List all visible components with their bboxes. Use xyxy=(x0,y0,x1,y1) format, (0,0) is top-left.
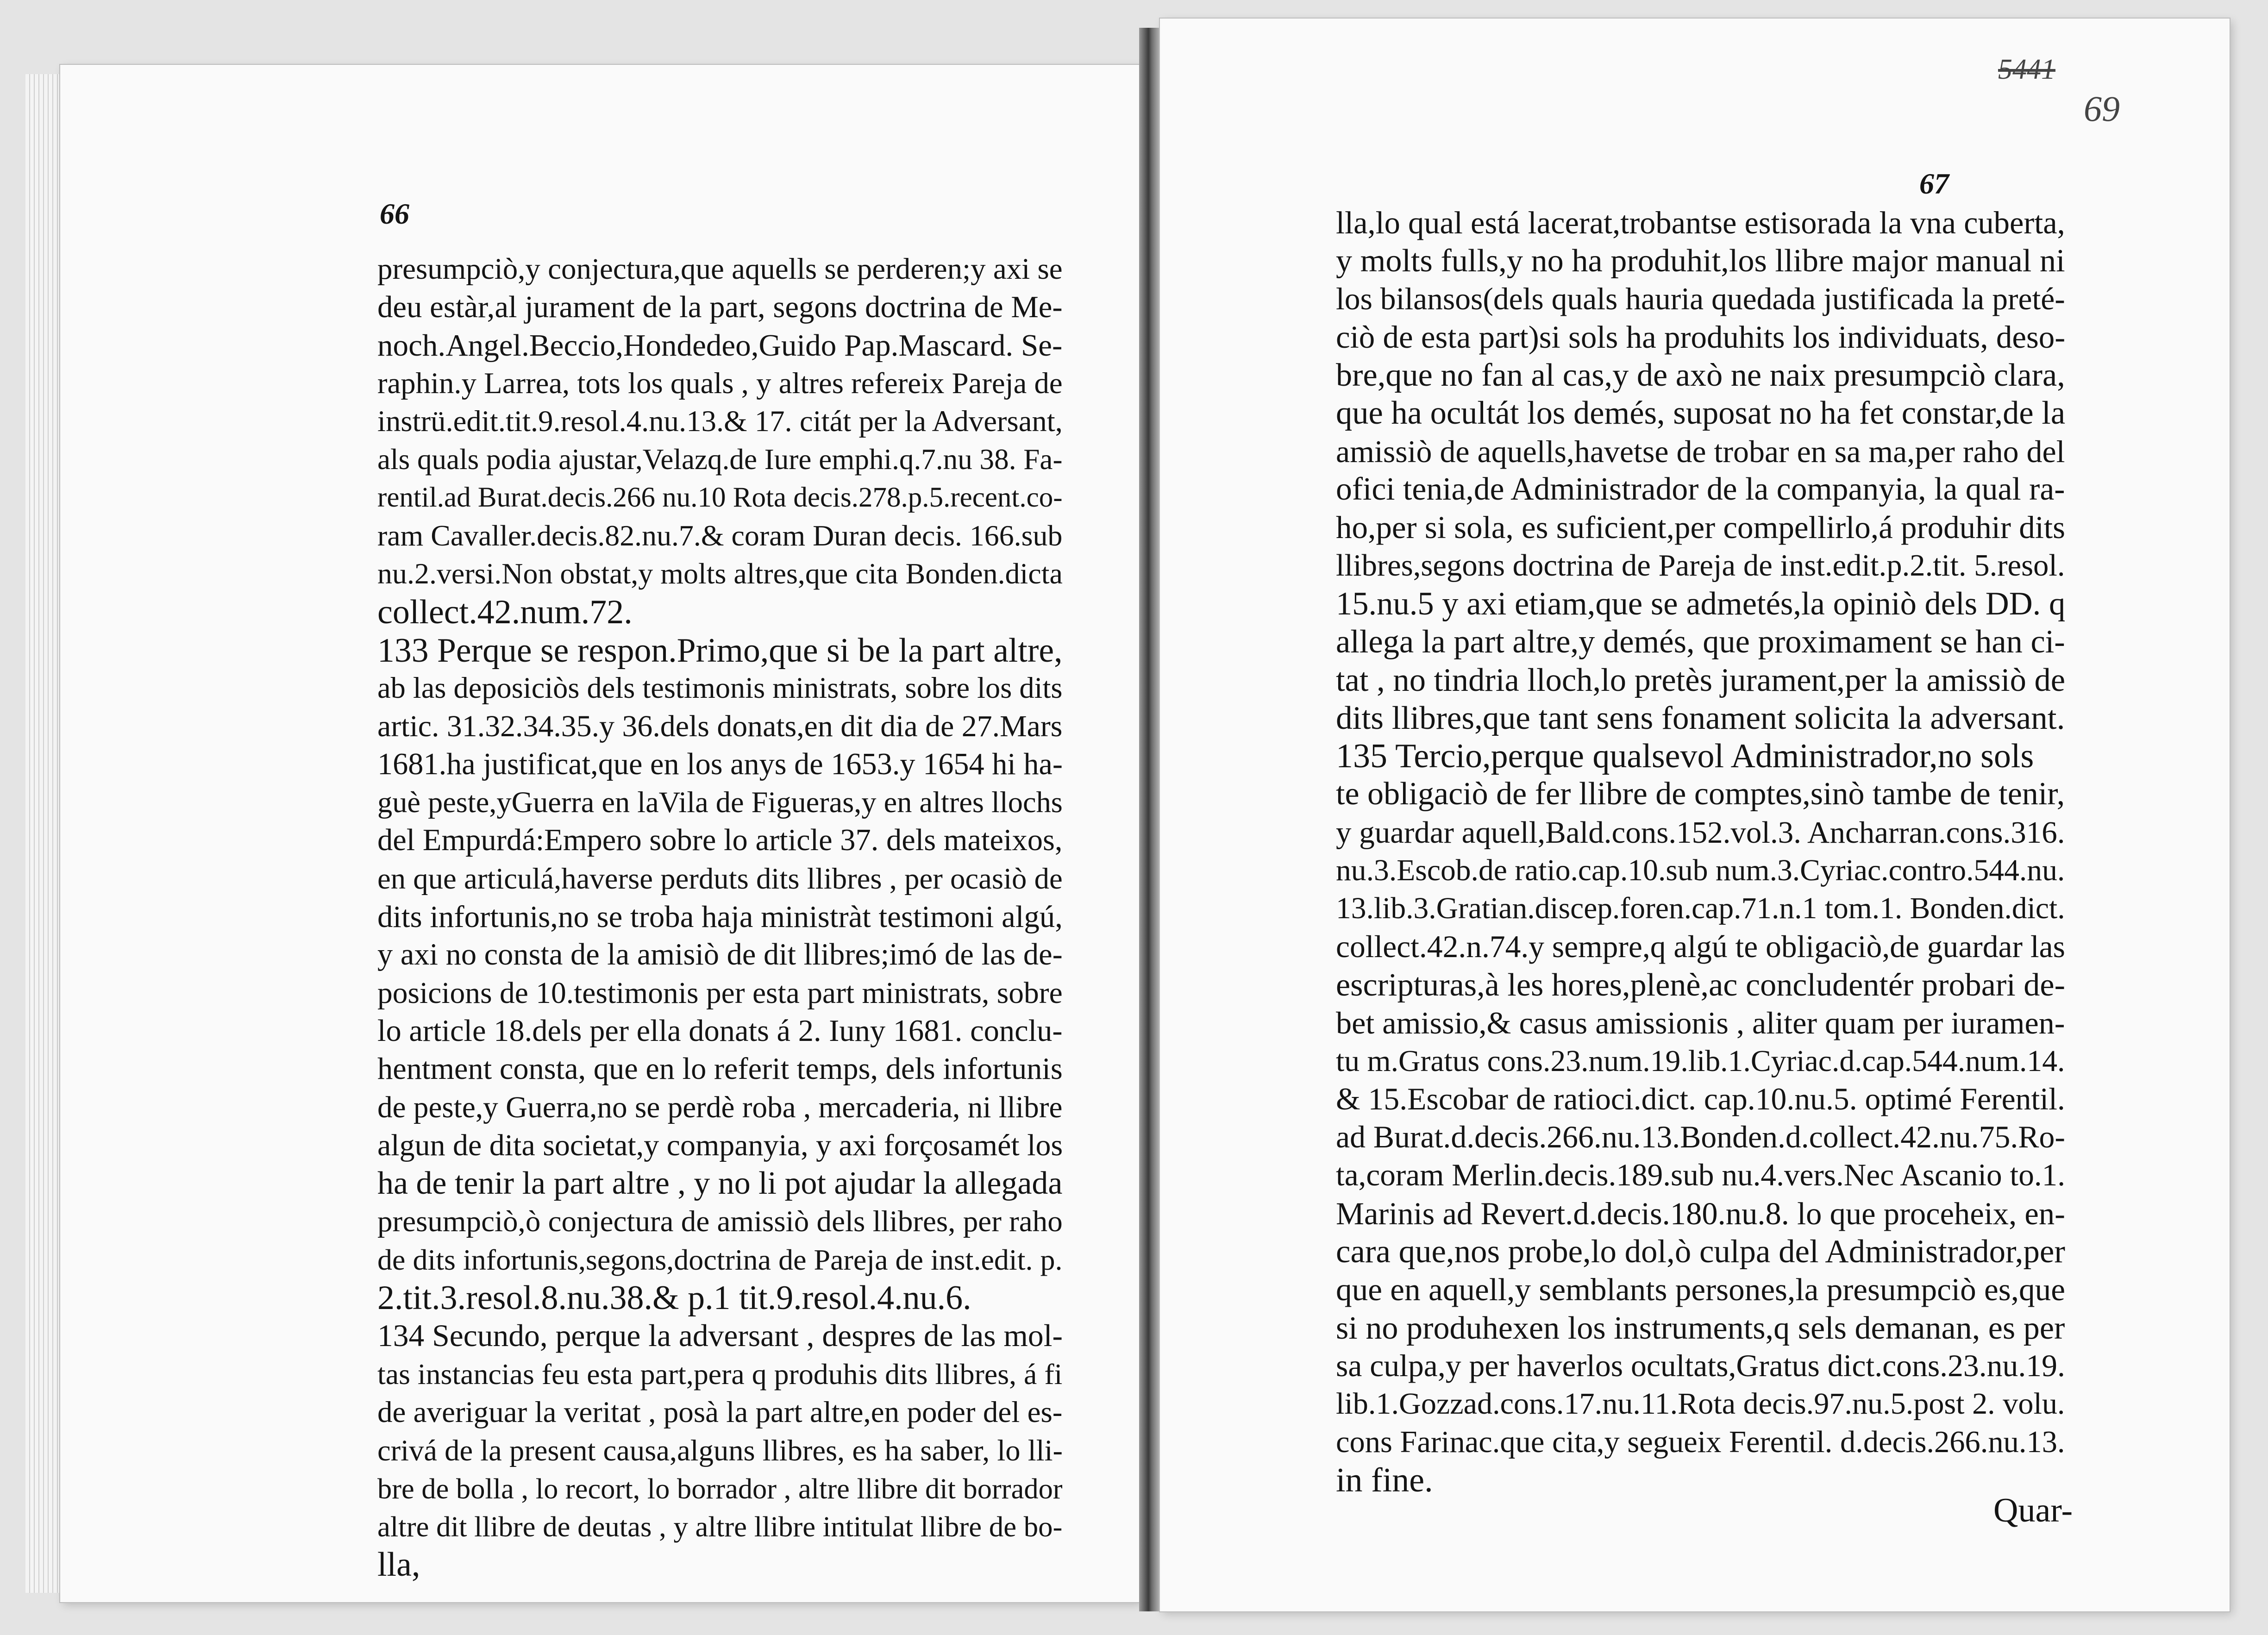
text-line: ho,per si sola, es suficient,per compellirlo,á produhir dits xyxy=(1336,509,2065,545)
text-line: artic. 31.32.34.35.y 36.dels donats,en dit dia de 27.Mars xyxy=(377,709,1063,743)
text-line: hentment consta, que en lo referit temps, dels infortunis xyxy=(377,1052,1063,1086)
text-line: 1681.ha justificat,que en los anys de 1653.y 1654 hi ha- xyxy=(377,747,1063,781)
text-line: tas instancias feu esta part,pera q produhis dits llibres, á fi xyxy=(377,1357,1063,1391)
text-line: de peste,y Guerra,no se perdè roba , mercaderia, ni llibre xyxy=(377,1090,1063,1124)
text-line: del Empurdá:Empero sobre lo article 37. dels mateixos, xyxy=(377,823,1063,858)
catchword: Quar- xyxy=(1993,1491,2073,1529)
text-line: sa culpa,y per haverlos ocultats,Gratus dict.cons.23.nu.19. xyxy=(1336,1348,2065,1383)
text-line: bre,que no fan al cas,y de axò ne naix presumpciò clara, xyxy=(1336,357,2065,394)
text-line: llibres,segons doctrina de Pareja de inst.edit.p.2.tit. 5.resol. xyxy=(1336,548,2065,583)
page-number-left: 66 xyxy=(380,197,409,230)
text-line: raphin.y Larrea, tots los quals , y altres refereix Pareja de xyxy=(377,366,1063,400)
text-line: 133 Perque se respon.Primo,que si be la part altre, xyxy=(377,631,1063,669)
text-line: rentil.ad Burat.decis.266 nu.10 Rota decis.278.p.5.recent.co- xyxy=(377,482,1063,513)
text-line: ta,coram Merlin.decis.189.sub nu.4.vers.Nec Ascanio to.1. xyxy=(1336,1158,2065,1193)
text-line: 15.nu.5 y axi etiam,que se admetés,la opiniò dels DD. q xyxy=(1336,585,2065,622)
text-line: als quals podia ajustar,Velazq.de Iure emphi.q.7.nu 38. Fa- xyxy=(377,443,1063,476)
text-line: 134 Secundo, perque la adversant , despres de las mol- xyxy=(377,1318,1063,1353)
text-line: ab las deposiciòs dels testimonis ministrats, sobre los dits xyxy=(377,671,1063,705)
text-line: bre de bolla , lo recort, lo borrador , altre llibre dit borrador xyxy=(377,1472,1063,1505)
text-line: lo article 18.dels per ella donats á 2. Iuny 1681. conclu- xyxy=(377,1014,1063,1048)
left-page xyxy=(60,65,1139,1602)
archive-mark-struck: 5441 xyxy=(1998,54,2055,85)
text-line: ciò de esta part)si sols ha produhits los individuats, deso- xyxy=(1336,319,2065,355)
text-line: posicions de 10.testimonis per esta part ministrats, sobre xyxy=(377,976,1063,1010)
text-line: ram Cavaller.decis.82.nu.7.& coram Duran decis. 166.sub xyxy=(377,519,1063,552)
text-line: amissiò de aquells,havetse de trobar en sa ma,per raho del xyxy=(1336,433,2065,469)
text-line: 13.lib.3.Gratian.discep.foren.cap.71.n.1 tom.1. Bonden.dict. xyxy=(1336,892,2065,926)
text-line: presumpciò,ò conjectura de amissiò dels llibres, per raho xyxy=(377,1205,1063,1239)
text-line: en que articulá,haverse perduts dits llibres , per ocasiò de xyxy=(377,862,1063,896)
text-line: deu estàr,al jurament de la part, segons doctrina de Me- xyxy=(377,290,1063,325)
text-line: ha de tenir la part altre , y no li pot ajudar la allegada xyxy=(377,1165,1063,1202)
text-line: cara que,nos probe,lo dol,ò culpa del Administrador,per xyxy=(1336,1234,2065,1270)
book-gutter xyxy=(1139,28,1160,1611)
text-line: y guardar aquell,Bald.cons.152.vol.3. Ancharran.cons.316. xyxy=(1336,815,2065,850)
text-line: escripturas,à les hores,plenè,ac concludentér probari de- xyxy=(1336,966,2065,1003)
text-line: algun de dita societat,y companyia, y axi forçosamét los xyxy=(377,1128,1063,1162)
text-line: dits llibres,que tant sens fonament solicita la adversant. xyxy=(1336,699,2065,736)
left-page-text xyxy=(377,250,1063,1584)
text-line: y molts fulls,y no ha produhit,los llibre major manual ni xyxy=(1336,243,2065,279)
text-line: allega la part altre,y demés, que proximament se han ci- xyxy=(1336,624,2065,660)
text-line: altre dit llibre de deutas , y altre llibre intitulat llibre de bo- xyxy=(377,1510,1063,1543)
text-line: nu.2.versi.Non obstat,y molts altres,que cita Bonden.dicta xyxy=(377,557,1063,590)
text-line: 135 Tercio,perque qualsevol Administrador,no sols xyxy=(1336,737,2034,776)
text-line: guè peste,yGuerra en laVila de Figueras,y en altres llochs xyxy=(377,786,1063,819)
text-line: 2.tit.3.resol.8.nu.38.& p.1 tit.9.resol.4.nu.6. xyxy=(377,1279,971,1317)
text-line: si no produhexen los instruments,q sels demanan, es per xyxy=(1336,1309,2065,1346)
text-line: de averiguar la veritat , posà la part altre,en poder del es- xyxy=(377,1395,1063,1429)
text-line: que en aquell,y semblants persones,la presumpciò es,que xyxy=(1336,1272,2065,1308)
text-line: tu m.Gratus cons.23.num.19.lib.1.Cyriac.d.cap.544.num.14. xyxy=(1336,1044,2065,1078)
text-line: instrü.edit.tit.9.resol.4.nu.13.& 17. citát per la Adversant, xyxy=(377,405,1063,439)
text-line: noch.Angel.Beccio,Hondedeo,Guido Pap.Mascard. Se- xyxy=(377,327,1063,363)
text-line: y axi no consta de la amisiò de dit llibres;imó de las de- xyxy=(377,938,1063,972)
text-line: te obligaciò de fer llibre de comptes,sinò tambe de tenir, xyxy=(1336,776,2065,812)
page-number-right: 67 xyxy=(1919,167,1949,200)
text-line: in fine. xyxy=(1336,1461,1433,1499)
text-line: collect.42.n.74.y sempre,q algú te obligaciò,de guardar las xyxy=(1336,929,2065,964)
text-line: de dits infortunis,segons,doctrina de Pareja de inst.edit. p. xyxy=(377,1243,1063,1276)
text-line: crivá de la present causa,alguns llibres, es ha saber, lo lli- xyxy=(377,1434,1063,1467)
text-line: cons Farinac.que cita,y segueix Ferentil. d.decis.266.nu.13. xyxy=(1336,1425,2065,1459)
text-line: Marinis ad Revert.d.decis.180.nu.8. lo que proceheix, en- xyxy=(1336,1196,2065,1231)
text-line: que ha ocultát los demés, suposat no ha fet constar,de la xyxy=(1336,395,2065,432)
text-line: ofici tenia,de Administrador de la companyia, la qual ra- xyxy=(1336,471,2065,507)
text-line: tat , no tindria lloch,lo pretès jurament,per la amissiò de xyxy=(1336,662,2065,698)
right-page xyxy=(1160,19,2230,1611)
text-line: ad Burat.d.decis.266.nu.13.Bonden.d.collect.42.nu.75.Ro- xyxy=(1336,1120,2065,1155)
text-line: bet amissio,& casus amissionis , aliter quam per iuramen- xyxy=(1336,1005,2065,1041)
text-line: lla,lo qual está lacerat,trobantse estisorada la vna cuberta, xyxy=(1336,205,2065,240)
page-stack-edge xyxy=(25,74,60,1593)
text-line: presumpciò,y conjectura,que aquells se perderen;y axi se xyxy=(377,252,1063,286)
text-line: lla, xyxy=(377,1546,420,1584)
text-line: collect.42.num.72. xyxy=(377,593,633,631)
text-line: nu.3.Escob.de ratio.cap.10.sub num.3.Cyriac.contro.544.nu. xyxy=(1336,854,2065,888)
right-page-text xyxy=(1336,204,2065,1499)
text-line: & 15.Escobar de ratioci.dict. cap.10.nu.5. optimé Ferentil. xyxy=(1336,1081,2065,1116)
text-line: los bilansos(dels quals hauria quedada justificada la preté- xyxy=(1336,281,2065,316)
archive-folio-number: 69 xyxy=(2084,88,2120,129)
text-line: dits infortunis,no se troba haja ministràt testimoni algú, xyxy=(377,900,1063,934)
text-line: lib.1.Gozzad.cons.17.nu.11.Rota decis.97.nu.5.post 2. volu. xyxy=(1336,1387,2065,1421)
